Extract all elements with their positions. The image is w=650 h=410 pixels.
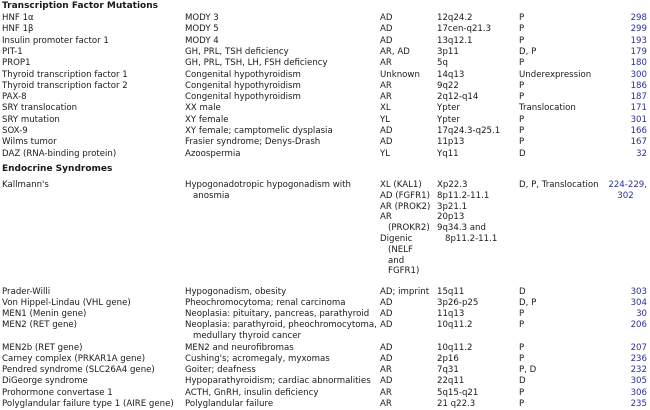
location-cell xyxy=(437,180,497,245)
reference-link[interactable]: 32 xyxy=(636,148,647,159)
table-row xyxy=(0,13,650,24)
mechanism-cell: P xyxy=(519,92,525,103)
reference-link[interactable]: 303 xyxy=(630,286,647,297)
inheritance-cell: AR xyxy=(380,399,392,409)
phenotype-cell: Frasier syndrome; Denys-Drash xyxy=(185,137,321,148)
reference-link[interactable]: 206 xyxy=(630,320,647,330)
inheritance-cell: AR xyxy=(380,80,392,91)
reference-cell xyxy=(600,354,647,365)
reference-cell xyxy=(600,376,647,387)
inheritance-cell: AR xyxy=(380,365,392,376)
table-row xyxy=(0,47,650,58)
reference-link[interactable]: 180 xyxy=(630,58,647,69)
location-cell: 2p16 xyxy=(437,353,459,364)
reference-cell xyxy=(600,343,647,354)
reference-cell xyxy=(600,24,647,35)
table-row xyxy=(0,149,650,160)
inheritance-cell: AD xyxy=(380,376,393,387)
reference-link[interactable]: 236 xyxy=(630,353,647,364)
reference-cell xyxy=(600,298,647,309)
inheritance-cell: AD; imprint xyxy=(380,286,430,297)
phenotype-cell: Congenital hypothyroidism xyxy=(185,92,301,103)
reference-link[interactable]: 167 xyxy=(630,137,647,148)
mechanism-cell: D xyxy=(519,148,526,159)
phenotype-line: medullary thyroid cancer xyxy=(193,330,302,341)
phenotype-cell: Azoospermia xyxy=(185,148,241,159)
reference-cell xyxy=(600,365,647,376)
table-row xyxy=(0,287,650,298)
location-cell: Ypter xyxy=(437,114,460,125)
location-cell: Ypter xyxy=(437,103,460,114)
inheritance-cell: AD xyxy=(380,126,393,136)
phenotype-cell: Pheochromocytoma; renal carcinoma xyxy=(185,297,346,308)
location-cell: Yq11 xyxy=(437,148,459,159)
gene-cell: PROP1 xyxy=(2,58,31,69)
phenotype-cell: Hypogonadism, obesity xyxy=(185,286,287,297)
reference-link[interactable]: 187 xyxy=(630,92,647,103)
phenotype-line: anosmia xyxy=(193,190,230,201)
gene-cell: SRY translocation xyxy=(2,103,78,114)
table-row xyxy=(0,376,650,387)
inheritance-cell: AD xyxy=(380,24,393,35)
table-row xyxy=(0,103,650,114)
location-cell: 2q12-q14 xyxy=(437,92,479,103)
gene-cell: HNF 1β xyxy=(2,24,34,35)
inheritance-cell: AD xyxy=(380,342,393,353)
table-row xyxy=(0,309,650,320)
mechanism-cell: P xyxy=(519,35,525,46)
mechanism-cell: P xyxy=(519,137,525,148)
table-row xyxy=(0,388,650,399)
reference-link[interactable]: 179 xyxy=(630,46,647,57)
table-row-men2 xyxy=(0,320,650,341)
location-cell: 3p11 xyxy=(437,46,459,57)
phenotype-cell: MODY 4 xyxy=(185,35,219,46)
mechanism-cell: P xyxy=(519,24,525,35)
location-cell: 10q11.2 xyxy=(437,342,473,353)
location-cell: 7q31 xyxy=(437,365,459,376)
reference-cell xyxy=(600,92,647,103)
gene-cell: Thyroid transcription factor 1 xyxy=(2,69,128,80)
reference-cell xyxy=(600,309,647,320)
reference-link[interactable]: 305 xyxy=(630,376,647,387)
mechanism-cell: D xyxy=(519,376,526,387)
gene-cell: DiGeorge syndrome xyxy=(2,376,88,387)
phenotype-cell: Congenital hypothyroidism xyxy=(185,69,301,80)
mechanism-cell: P xyxy=(519,114,525,125)
table-row xyxy=(0,298,650,309)
phenotype-cell: ACTH, GnRH, insulin deficiency xyxy=(185,387,319,398)
location-cell: 17q24.3-q25.1 xyxy=(437,126,501,136)
reference-link[interactable]: 298 xyxy=(630,13,647,23)
inheritance-cell: AR xyxy=(380,58,392,69)
reference-link[interactable]: 301 xyxy=(630,114,647,125)
location-line: 20p13 xyxy=(437,212,465,223)
reference-link[interactable]: 304 xyxy=(630,297,647,308)
inheritance-line: Digenic xyxy=(380,233,413,244)
table-row xyxy=(0,354,650,365)
reference-cell xyxy=(600,180,647,202)
table-row xyxy=(0,343,650,354)
location-cell: 5q15-q21 xyxy=(437,387,479,398)
phenotype-cell xyxy=(185,180,351,202)
location-cell: 11p13 xyxy=(437,137,465,148)
reference-cell xyxy=(600,70,647,81)
gene-cell: SOX-9 xyxy=(2,126,28,136)
phenotype-cell: Hypoparathyroidism; cardiac abnormalities xyxy=(185,376,371,387)
inheritance-line: FGFR1) xyxy=(388,266,420,277)
gene-cell: PAX-8 xyxy=(2,92,27,103)
location-cell: 3p26-p25 xyxy=(437,297,479,308)
phenotype-cell: GH, PRL, TSH deficiency xyxy=(185,46,289,57)
inheritance-cell: AD xyxy=(380,353,393,364)
reference-link[interactable]: 224-229, xyxy=(608,180,647,190)
gene-cell: MEN1 (Menin gene) xyxy=(2,309,87,320)
inheritance-cell: AR xyxy=(380,387,392,398)
mechanism-cell: Translocation xyxy=(519,103,576,114)
location-line: 9q34.3 and xyxy=(437,223,486,234)
phenotype-cell: GH, PRL, TSH, LH, FSH deficiency xyxy=(185,58,328,69)
location-line: 8p11.2-11.1 xyxy=(445,233,498,244)
reference-cell xyxy=(600,36,647,47)
inheritance-cell: AD xyxy=(380,320,393,330)
gene-cell: Kallmann's xyxy=(2,180,49,190)
inheritance-cell: AD xyxy=(380,137,393,148)
location-line: 3p21.1 xyxy=(437,201,468,212)
gene-cell: Prader-Willi xyxy=(2,286,51,297)
gene-cell: MEN2b (RET gene) xyxy=(2,342,83,353)
reference-link[interactable]: 235 xyxy=(630,399,647,409)
location-line: Xp22.3 xyxy=(437,180,468,190)
mechanism-cell: P xyxy=(519,13,525,23)
inheritance-cell: AD xyxy=(380,35,393,46)
reference-cell xyxy=(600,399,647,410)
reference-cell xyxy=(600,115,647,126)
reference-cell xyxy=(600,58,647,69)
location-cell: 13q12.1 xyxy=(437,35,473,46)
inheritance-line: AR xyxy=(380,212,392,223)
phenotype-cell: XX male xyxy=(185,103,221,114)
inheritance-cell: YL xyxy=(380,148,391,159)
phenotype-cell: MEN2 and neurofibromas xyxy=(185,342,294,353)
gene-cell: PIT-1 xyxy=(2,46,23,57)
phenotype-cell: MODY 5 xyxy=(185,24,219,35)
table-row xyxy=(0,126,650,137)
inheritance-cell: Unknown xyxy=(380,69,420,80)
reference-link[interactable]: 232 xyxy=(630,365,647,376)
table-row xyxy=(0,58,650,69)
mechanism-cell: D, P xyxy=(519,297,537,308)
reference-cell xyxy=(600,126,647,137)
reference-link[interactable]: 193 xyxy=(630,35,647,46)
table-row xyxy=(0,81,650,92)
inheritance-line: AR (PROK2) xyxy=(380,201,431,212)
reference-cell xyxy=(600,388,647,399)
inheritance-cell: AR, AD xyxy=(380,46,410,57)
mechanism-cell: P xyxy=(519,126,525,136)
phenotype-line: Neoplasia: parathyroid, pheochromocytoma, xyxy=(185,320,377,330)
location-cell: 9q22 xyxy=(437,80,459,91)
table-row xyxy=(0,70,650,81)
mechanism-cell: P xyxy=(519,387,525,398)
gene-cell: Pendred syndrome (SLC26A4 gene) xyxy=(2,365,155,376)
inheritance-line: XL (KAL1) xyxy=(380,180,422,190)
reference-link[interactable]: 186 xyxy=(630,80,647,91)
gene-cell: Insulin promoter factor 1 xyxy=(2,35,109,46)
table-row-kallmann xyxy=(0,180,650,277)
phenotype-cell: Goiter; deafness xyxy=(185,365,256,376)
inheritance-cell: XL xyxy=(380,103,391,114)
gene-cell: Carney complex (PRKAR1A gene) xyxy=(2,353,146,364)
reference-cell xyxy=(600,13,647,24)
location-cell: 22q11 xyxy=(437,376,465,387)
reference-cell xyxy=(600,149,647,160)
gene-cell: Polyglandular failure type 1 (AIRE gene) xyxy=(2,399,174,409)
table-row xyxy=(0,115,650,126)
location-line: 8p11.2-11.1 xyxy=(437,190,490,201)
gene-cell: MEN2 (RET gene) xyxy=(2,320,78,330)
mechanism-cell: P xyxy=(519,309,525,320)
reference-cell xyxy=(600,47,647,58)
reference-link[interactable]: 300 xyxy=(630,69,647,80)
table-row xyxy=(0,365,650,376)
location-cell: 15q11 xyxy=(437,286,465,297)
inheritance-cell: AD xyxy=(380,297,393,308)
section-heading-endocrine: Endocrine Syndromes xyxy=(2,164,113,174)
reference-link[interactable]: 306 xyxy=(630,387,647,398)
location-cell: 17cen-q21.3 xyxy=(437,24,492,35)
location-cell: 5q xyxy=(437,58,448,69)
mechanism-cell: D, P xyxy=(519,46,537,57)
mechanism-cell: D xyxy=(519,286,526,297)
mechanism-cell: P xyxy=(519,58,525,69)
reference-link[interactable]: 207 xyxy=(630,342,647,353)
reference-link[interactable]: 302 xyxy=(617,190,634,201)
reference-cell xyxy=(600,103,647,114)
reference-link[interactable]: 171 xyxy=(630,103,647,114)
inheritance-cell: AR xyxy=(380,92,392,103)
location-cell: 14q13 xyxy=(437,69,465,80)
inheritance-line: AD (FGFR1) xyxy=(380,190,430,201)
inheritance-cell: AD xyxy=(380,309,393,320)
mechanism-cell: D, P, Translocation xyxy=(519,180,599,190)
phenotype-cell: Neoplasia: pituitary, pancreas, parathyroid xyxy=(185,309,370,320)
reference-link[interactable]: 166 xyxy=(630,126,647,136)
location-cell: 12q24.2 xyxy=(437,13,473,23)
mechanism-cell: P, D xyxy=(519,365,537,376)
reference-link[interactable]: 299 xyxy=(630,24,647,35)
gene-cell: HNF 1α xyxy=(2,13,34,23)
phenotype-cell: XY female xyxy=(185,114,229,125)
location-cell: 21 q22.3 xyxy=(437,399,476,409)
mechanism-cell: P xyxy=(519,342,525,353)
phenotype-cell: XY female; camptomelic dysplasia xyxy=(185,126,333,136)
reference-link[interactable]: 30 xyxy=(636,309,647,320)
table-row xyxy=(0,92,650,103)
phenotype-cell: MODY 3 xyxy=(185,13,219,23)
inheritance-line: (NELF xyxy=(388,244,413,255)
inheritance-cell: YL xyxy=(380,114,391,125)
gene-cell: Wilms tumor xyxy=(2,137,57,148)
gene-cell: DAZ (RNA-binding protein) xyxy=(2,148,117,159)
mechanism-cell: P xyxy=(519,399,525,409)
location-cell: 10q11.2 xyxy=(437,320,473,330)
mechanism-cell: P xyxy=(519,353,525,364)
phenotype-cell: Congenital hypothyroidism xyxy=(185,80,301,91)
phenotype-line: Hypogonadotropic hypogonadism with xyxy=(185,180,351,190)
mechanism-cell: P xyxy=(519,320,525,330)
reference-cell xyxy=(600,81,647,92)
inheritance-cell: AD xyxy=(380,13,393,23)
reference-cell xyxy=(600,287,647,298)
phenotype-cell: Polyglandular failure xyxy=(185,399,274,409)
inheritance-line: (PROKR2) xyxy=(388,223,430,234)
gene-cell: Thyroid transcription factor 2 xyxy=(2,80,128,91)
phenotype-cell: Cushing's; acromegaly, myxomas xyxy=(185,353,330,364)
section-heading-transcription: Transcription Factor Mutations xyxy=(2,1,158,11)
table-row xyxy=(0,137,650,148)
location-cell: 11q13 xyxy=(437,309,465,320)
inheritance-line: and xyxy=(388,255,405,266)
gene-cell: Von Hippel-Lindau (VHL gene) xyxy=(2,297,131,308)
inheritance-cell xyxy=(380,180,430,277)
phenotype-cell xyxy=(185,320,377,342)
mechanism-cell: Underexpression xyxy=(519,69,592,80)
table-row xyxy=(0,24,650,35)
reference-cell xyxy=(600,137,647,148)
mechanism-cell: P xyxy=(519,80,525,91)
gene-cell: Prohormone convertase 1 xyxy=(2,387,113,398)
table-row xyxy=(0,36,650,47)
gene-cell: SRY mutation xyxy=(2,114,60,125)
